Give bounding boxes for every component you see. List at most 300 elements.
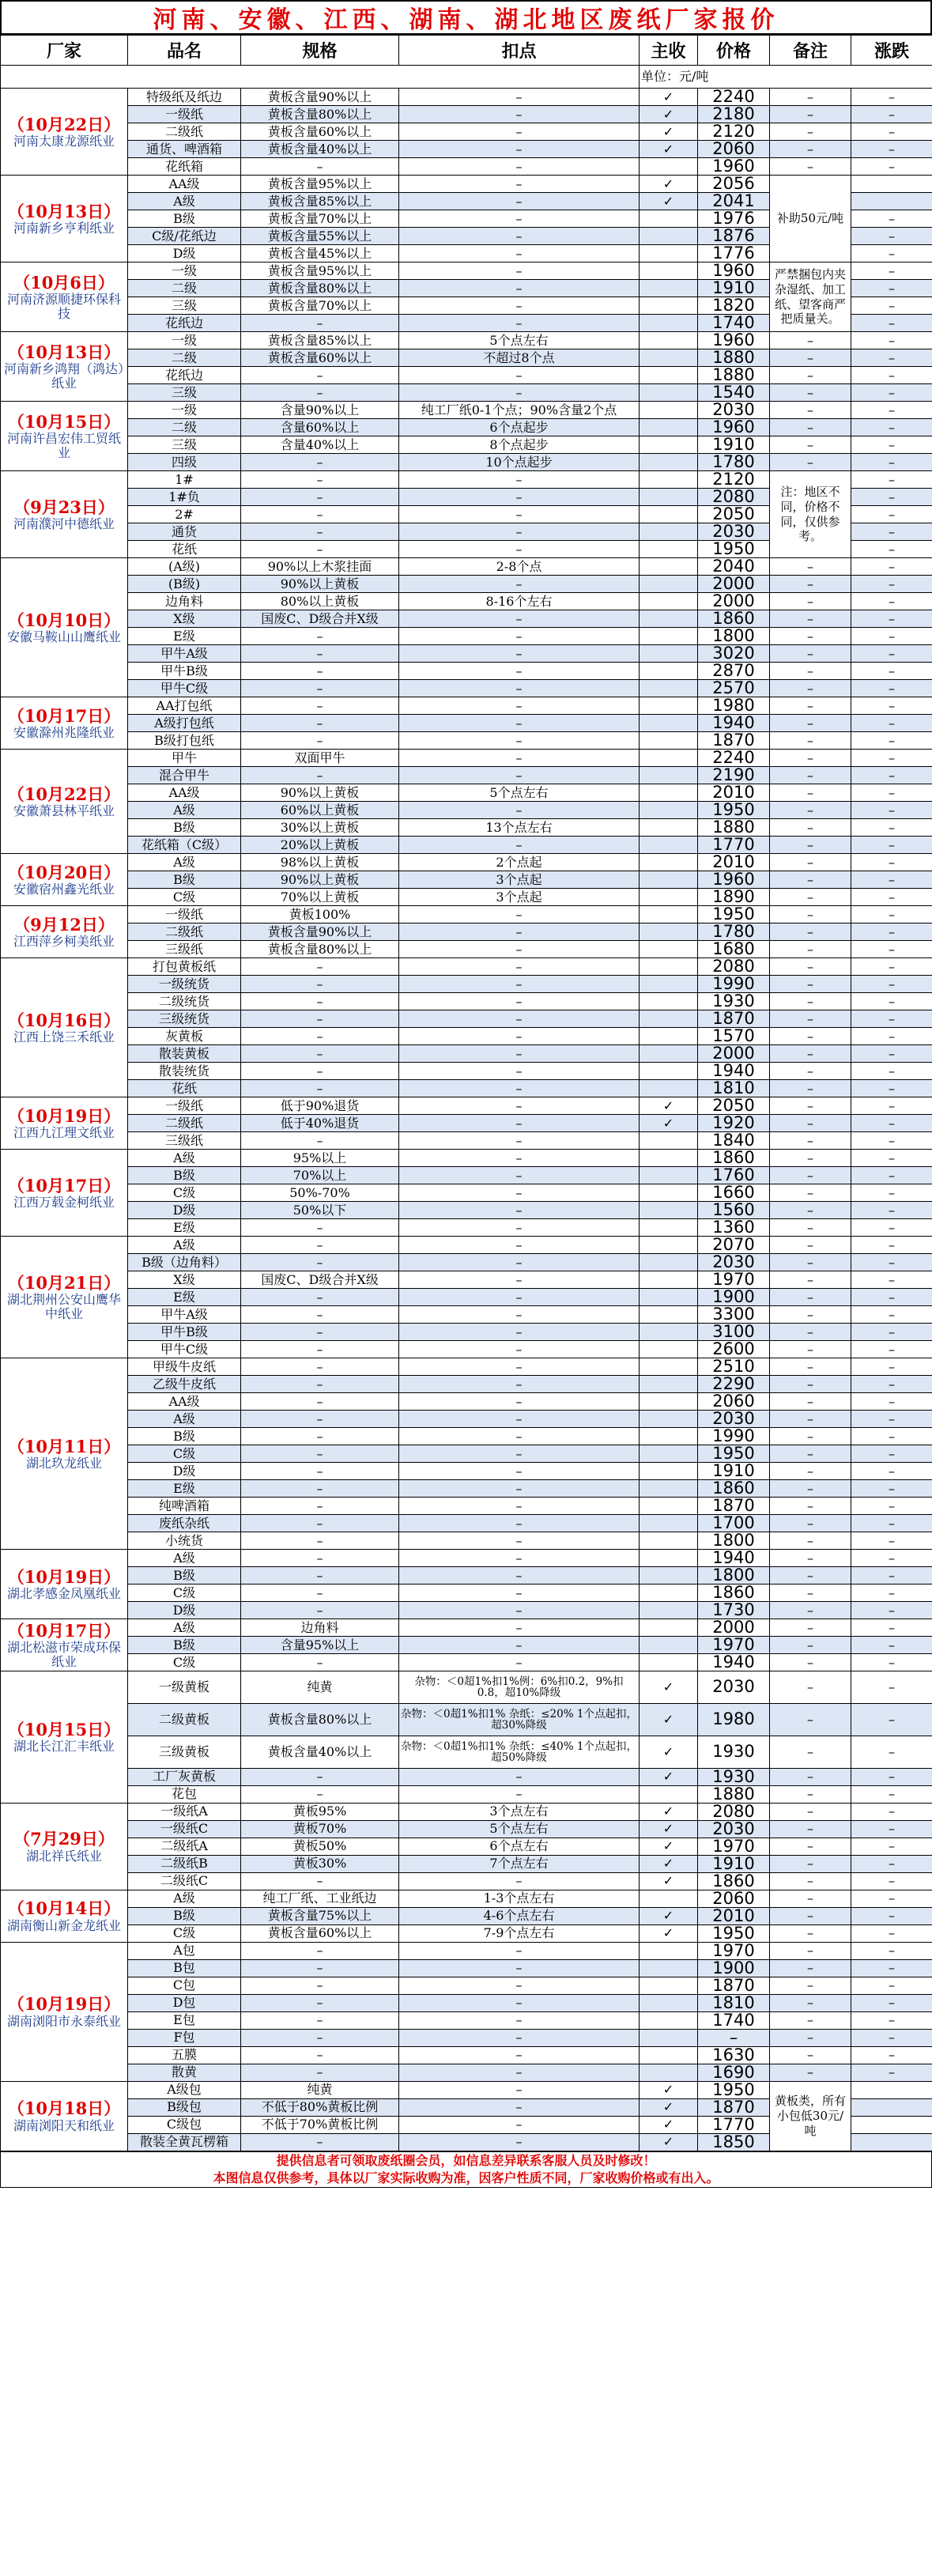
cell-main: ✓ [640, 1803, 698, 1820]
cell-remark: – [770, 2046, 851, 2064]
cell-price: 1960 [698, 871, 770, 889]
table-row [1, 732, 932, 750]
cell-product: 一级纸 [128, 906, 241, 924]
cell-change: – [851, 645, 932, 663]
table-row [1, 1654, 932, 1671]
cell-price: 3100 [698, 1324, 770, 1341]
table-row [1, 558, 932, 576]
cell-remark: – [770, 1219, 851, 1237]
company-cell [1, 750, 128, 854]
company-date: （10月17日） [7, 1175, 121, 1195]
cell-deduction: – [399, 924, 640, 941]
cell-remark: – [770, 1671, 851, 1704]
cell-main: ✓ [640, 176, 698, 193]
cell-main [640, 1167, 698, 1184]
cell-spec: – [241, 1393, 399, 1411]
cell-price: 1680 [698, 941, 770, 958]
table-row [1, 1237, 932, 1254]
company-name: 江西萍乡柯美纸业 [13, 933, 115, 949]
company-date: （10月22日） [7, 114, 121, 134]
cell-deduction: – [399, 1393, 640, 1411]
cell-main: ✓ [640, 1671, 698, 1704]
cell-spec: – [241, 1994, 399, 2011]
cell-remark: – [770, 1271, 851, 1289]
cell-product: A级 [128, 1550, 241, 1567]
table-row [1, 976, 932, 993]
company-cell [1, 854, 128, 906]
cell-remark: – [770, 993, 851, 1010]
cell-spec: – [241, 1602, 399, 1619]
cell-product: 甲牛C级 [128, 1341, 241, 1358]
cell-price: 1950 [698, 541, 770, 558]
cell-price: 2056 [698, 176, 770, 193]
cell-product: D包 [128, 1994, 241, 2011]
cell-main: ✓ [640, 1907, 698, 1924]
cell-change: – [851, 1855, 932, 1872]
company-cell [1, 176, 128, 263]
cell-product: C级包 [128, 2116, 241, 2133]
cell-deduction: 纯工厂纸0-1个点；90%含量2个点 [399, 402, 640, 419]
cell-product: 打包黄板纸 [128, 958, 241, 976]
table-row [1, 1820, 932, 1838]
cell-remark: – [770, 802, 851, 819]
cell-change: – [851, 402, 932, 419]
cell-remark: – [770, 419, 851, 436]
cell-deduction: – [399, 1237, 640, 1254]
cell-main [640, 1341, 698, 1358]
table-row [1, 1768, 932, 1785]
cell-price: 2240 [698, 750, 770, 767]
cell-product: (A级) [128, 558, 241, 576]
cell-main [640, 1393, 698, 1411]
cell-product: 甲牛B级 [128, 663, 241, 680]
cell-main [640, 1567, 698, 1585]
cell-deduction: – [399, 628, 640, 645]
cell-deduction: – [399, 123, 640, 141]
cell-spec: – [241, 489, 399, 506]
cell-product: AA级 [128, 1393, 241, 1411]
cell-main: ✓ [640, 1736, 698, 1768]
cell-spec: 双面甲牛 [241, 750, 399, 767]
table-row [1, 1115, 932, 1132]
table-row [1, 1254, 932, 1271]
cell-change: – [851, 419, 932, 436]
table-row [1, 1550, 932, 1567]
company-name: 安徽滁州兆隆纸业 [13, 724, 115, 740]
cell-deduction: – [399, 1010, 640, 1028]
cell-deduction: – [399, 193, 640, 210]
cell-deduction: 杂物：＜0超1%扣1%例：6%扣0.2，9%扣0.8，超10%降级 [399, 1671, 640, 1704]
cell-main [640, 1132, 698, 1150]
cell-spec: – [241, 1028, 399, 1045]
cell-deduction: – [399, 506, 640, 523]
cell-price: 1740 [698, 2011, 770, 2029]
cell-product: E包 [128, 2011, 241, 2029]
cell-change: – [851, 958, 932, 976]
cell-spec: 黄板含量85%以上 [241, 193, 399, 210]
table-row [1, 158, 932, 176]
cell-change: – [851, 628, 932, 645]
cell-remark: – [770, 2064, 851, 2081]
cell-remark: – [770, 1132, 851, 1150]
cell-price: 1950 [698, 2081, 770, 2098]
cell-spec: 黄板95% [241, 1803, 399, 1820]
cell-product: B级包 [128, 2098, 241, 2116]
cell-spec: – [241, 1132, 399, 1150]
cell-spec: 90%以上黄板 [241, 784, 399, 802]
cell-product: E级 [128, 628, 241, 645]
cell-main [640, 1045, 698, 1063]
cell-main: ✓ [640, 2098, 698, 2116]
cell-deduction: – [399, 837, 640, 854]
cell-price: 1910 [698, 280, 770, 297]
table-row [1, 1428, 932, 1445]
cell-product: 花纸箱（C级） [128, 837, 241, 854]
cell-change: – [851, 228, 932, 245]
cell-main [640, 941, 698, 958]
cell-spec: 黄板含量45%以上 [241, 245, 399, 263]
cell-spec: – [241, 1411, 399, 1428]
cell-deduction: – [399, 1202, 640, 1219]
cell-product: B包 [128, 1959, 241, 1977]
cell-change: – [851, 1994, 932, 2011]
cell-spec: 黄板含量80%以上 [241, 1703, 399, 1736]
cell-product: C级 [128, 1924, 241, 1942]
cell-main [640, 263, 698, 280]
cell-price: 1870 [698, 732, 770, 750]
cell-change: – [851, 732, 932, 750]
cell-change: – [851, 2064, 932, 2081]
cell-deduction: – [399, 315, 640, 332]
cell-remark: – [770, 1184, 851, 1202]
cell-remark: – [770, 958, 851, 976]
cell-main [640, 732, 698, 750]
table-row [1, 871, 932, 889]
cell-change: – [851, 1393, 932, 1411]
cell-remark: – [770, 1306, 851, 1324]
cell-remark: – [770, 1010, 851, 1028]
cell-spec: – [241, 1080, 399, 1097]
cell-price: 1980 [698, 1703, 770, 1736]
cell-price: 1810 [698, 1080, 770, 1097]
cell-spec: 98%以上黄板 [241, 854, 399, 871]
cell-change: – [851, 663, 932, 680]
cell-price: 1880 [698, 1785, 770, 1803]
cell-main: ✓ [640, 193, 698, 210]
cell-product: AA级 [128, 176, 241, 193]
cell-remark: – [770, 558, 851, 576]
cell-price: 1980 [698, 697, 770, 715]
cell-remark: – [770, 141, 851, 158]
cell-product: C级 [128, 1184, 241, 1202]
cell-change: – [851, 1671, 932, 1704]
cell-remark: – [770, 1341, 851, 1358]
cell-main [640, 924, 698, 941]
cell-deduction: – [399, 732, 640, 750]
cell-price: 2050 [698, 1097, 770, 1115]
cell-spec: – [241, 1445, 399, 1463]
company-cell [1, 1097, 128, 1150]
cell-main: ✓ [640, 1768, 698, 1785]
table-row [1, 1619, 932, 1637]
cell-deduction: – [399, 280, 640, 297]
cell-deduction: – [399, 1619, 640, 1637]
company-date: （10月21日） [7, 1272, 121, 1293]
cell-main [640, 402, 698, 419]
company-cell [1, 1550, 128, 1619]
cell-main [640, 854, 698, 871]
cell-main [640, 1324, 698, 1341]
cell-product: 散装统货 [128, 1063, 241, 1080]
cell-price: 1810 [698, 1994, 770, 2011]
cell-change: – [851, 263, 932, 280]
cell-price: 1770 [698, 2116, 770, 2133]
cell-deduction: – [399, 2116, 640, 2133]
cell-change: – [851, 1602, 932, 1619]
cell-spec: 国废C、D级合并X级 [241, 610, 399, 628]
cell-price: 1870 [698, 1498, 770, 1515]
cell-product: 特级纸及纸边 [128, 89, 241, 106]
cell-remark: – [770, 1532, 851, 1550]
cell-change: – [851, 1411, 932, 1428]
cell-spec: 含量90%以上 [241, 402, 399, 419]
cell-change: – [851, 906, 932, 924]
cell-change: – [851, 802, 932, 819]
cell-main [640, 1080, 698, 1097]
cell-remark: – [770, 1376, 851, 1393]
cell-deduction: – [399, 715, 640, 732]
cell-main [640, 349, 698, 367]
cell-main [640, 1376, 698, 1393]
cell-main [640, 1498, 698, 1515]
cell-product: 一级黄板 [128, 1671, 241, 1704]
company-cell [1, 1803, 128, 1890]
cell-price: 2080 [698, 1803, 770, 1820]
cell-price: 2190 [698, 767, 770, 784]
cell-price: 1940 [698, 715, 770, 732]
cell-product: 二级统货 [128, 993, 241, 1010]
cell-product: 边角料 [128, 593, 241, 610]
cell-product: 1# [128, 471, 241, 489]
cell-remark: – [770, 697, 851, 715]
cell-product: 三级纸 [128, 1132, 241, 1150]
price-table [0, 35, 932, 2151]
cell-main [640, 245, 698, 263]
cell-main [640, 1150, 698, 1167]
cell-price: 1976 [698, 210, 770, 228]
cell-price: 1850 [698, 2133, 770, 2151]
cell-main [640, 471, 698, 489]
cell-remark: – [770, 1393, 851, 1411]
cell-price: 2240 [698, 89, 770, 106]
cell-deduction: – [399, 2133, 640, 2151]
cell-product: 甲牛A级 [128, 645, 241, 663]
cell-price: 1820 [698, 297, 770, 315]
cell-change: – [851, 1585, 932, 1602]
header-spec: 规格 [241, 36, 399, 66]
company-cell [1, 2081, 128, 2151]
cell-main [640, 332, 698, 349]
cell-change: – [851, 297, 932, 315]
cell-price: 2070 [698, 1237, 770, 1254]
table-row [1, 176, 932, 193]
company-date: （10月18日） [7, 2098, 121, 2119]
cell-remark: – [770, 1855, 851, 1872]
cell-change: – [851, 436, 932, 454]
cell-deduction: 5个点左右 [399, 784, 640, 802]
cell-main [640, 784, 698, 802]
cell-product: 二级纸 [128, 1115, 241, 1132]
table-row [1, 1289, 932, 1306]
cell-change: – [851, 158, 932, 176]
cell-deduction: – [399, 1184, 640, 1202]
cell-remark: – [770, 1097, 851, 1115]
cell-spec: 黄板含量80%以上 [241, 941, 399, 958]
cell-remark: – [770, 1080, 851, 1097]
cell-spec: – [241, 2046, 399, 2064]
cell-spec: – [241, 1959, 399, 1977]
cell-price: 2000 [698, 1045, 770, 1063]
cell-main [640, 819, 698, 837]
cell-product: 一级 [128, 263, 241, 280]
cell-price: 2060 [698, 1890, 770, 1907]
cell-product: D级 [128, 245, 241, 263]
cell-main [640, 228, 698, 245]
cell-remark: – [770, 767, 851, 784]
cell-remark: – [770, 367, 851, 384]
cell-spec: – [241, 1376, 399, 1393]
cell-deduction: – [399, 1942, 640, 1959]
cell-main [640, 610, 698, 628]
company-cell [1, 1358, 128, 1550]
cell-product: 灰黄板 [128, 1028, 241, 1045]
cell-deduction: 2个点起 [399, 854, 640, 871]
cell-spec: 黄板含量60%以上 [241, 123, 399, 141]
cell-remark: – [770, 1567, 851, 1585]
table-row [1, 1411, 932, 1428]
cell-price: 1360 [698, 1219, 770, 1237]
company-cell [1, 1237, 128, 1358]
cell-price: 1870 [698, 1010, 770, 1028]
cell-spec: 黄板含量55%以上 [241, 228, 399, 245]
cell-main: ✓ [640, 89, 698, 106]
cell-main [640, 1271, 698, 1289]
cell-change: – [851, 1376, 932, 1393]
table-row [1, 958, 932, 976]
cell-price: 2080 [698, 958, 770, 976]
cell-remark: – [770, 1445, 851, 1463]
cell-product: 花包 [128, 1785, 241, 1803]
company-date: （10月20日） [7, 862, 121, 882]
cell-product: A级打包纸 [128, 715, 241, 732]
cell-product: C级/花纸边 [128, 228, 241, 245]
cell-spec: – [241, 697, 399, 715]
cell-remark: – [770, 1768, 851, 1785]
cell-price: 1876 [698, 228, 770, 245]
cell-product: 一级纸 [128, 1097, 241, 1115]
cell-spec: – [241, 1063, 399, 1080]
cell-deduction: 4-6个点左右 [399, 1907, 640, 1924]
cell-remark: – [770, 628, 851, 645]
company-date: （10月10日） [7, 610, 121, 630]
cell-spec: 黄板含量70%以上 [241, 297, 399, 315]
cell-product: 二级 [128, 280, 241, 297]
cell-main [640, 1654, 698, 1671]
cell-price: 1880 [698, 349, 770, 367]
cell-product: 五膜 [128, 2046, 241, 2064]
cell-change: – [851, 1132, 932, 1150]
cell-product: B级 [128, 819, 241, 837]
cell-price: 1960 [698, 332, 770, 349]
cell-spec: 50%以下 [241, 1202, 399, 1219]
cell-price: 1860 [698, 610, 770, 628]
cell-spec: 国废C、D级合并X级 [241, 1271, 399, 1289]
cell-deduction: – [399, 1254, 640, 1271]
company-cell [1, 1890, 128, 1942]
cell-price: 2120 [698, 123, 770, 141]
cell-deduction: – [399, 1150, 640, 1167]
table-row [1, 1463, 932, 1480]
cell-spec: 90%以上黄板 [241, 871, 399, 889]
table-row [1, 628, 932, 645]
cell-spec: 黄板含量70%以上 [241, 210, 399, 228]
cell-price: 1560 [698, 1202, 770, 1219]
cell-price: 1880 [698, 819, 770, 837]
cell-product: A级 [128, 802, 241, 819]
cell-spec: – [241, 1428, 399, 1445]
cell-change: – [851, 541, 932, 558]
cell-change: – [851, 1080, 932, 1097]
cell-change: – [851, 1445, 932, 1463]
cell-spec: 黄板含量80%以上 [241, 106, 399, 123]
cell-main [640, 1515, 698, 1532]
cell-product: 小统货 [128, 1532, 241, 1550]
cell-spec: – [241, 1872, 399, 1890]
cell-deduction: 7个点左右 [399, 1855, 640, 1872]
company-date: （10月16日） [7, 1010, 121, 1030]
cell-deduction: – [399, 906, 640, 924]
company-name: 河南许昌宏伟工贸纸业 [6, 430, 121, 461]
cell-spec: 不低于80%黄板比例 [241, 2098, 399, 2116]
cell-deduction: – [399, 263, 640, 280]
cell-change: – [851, 576, 932, 593]
cell-change: – [851, 993, 932, 1010]
cell-main [640, 297, 698, 315]
cell-deduction: – [399, 1028, 640, 1045]
cell-remark: – [770, 871, 851, 889]
cell-change: – [851, 1803, 932, 1820]
table-row [1, 1445, 932, 1463]
cell-remark: – [770, 610, 851, 628]
table-row [1, 645, 932, 663]
cell-deduction: – [399, 1115, 640, 1132]
cell-price: 2060 [698, 141, 770, 158]
table-row [1, 349, 932, 367]
cell-price: 2030 [698, 1820, 770, 1838]
cell-main [640, 906, 698, 924]
cell-deduction: 8-16个左右 [399, 593, 640, 610]
cell-product: 散黄 [128, 2064, 241, 2081]
cell-deduction: 不超过8个点 [399, 349, 640, 367]
cell-main [640, 593, 698, 610]
cell-change: – [851, 1289, 932, 1306]
company-date: （9月12日） [13, 914, 115, 935]
cell-change: – [851, 1924, 932, 1942]
cell-product: 1#负 [128, 489, 241, 506]
cell-price: 1920 [698, 1115, 770, 1132]
header-product: 品名 [128, 36, 241, 66]
cell-change: – [851, 1237, 932, 1254]
